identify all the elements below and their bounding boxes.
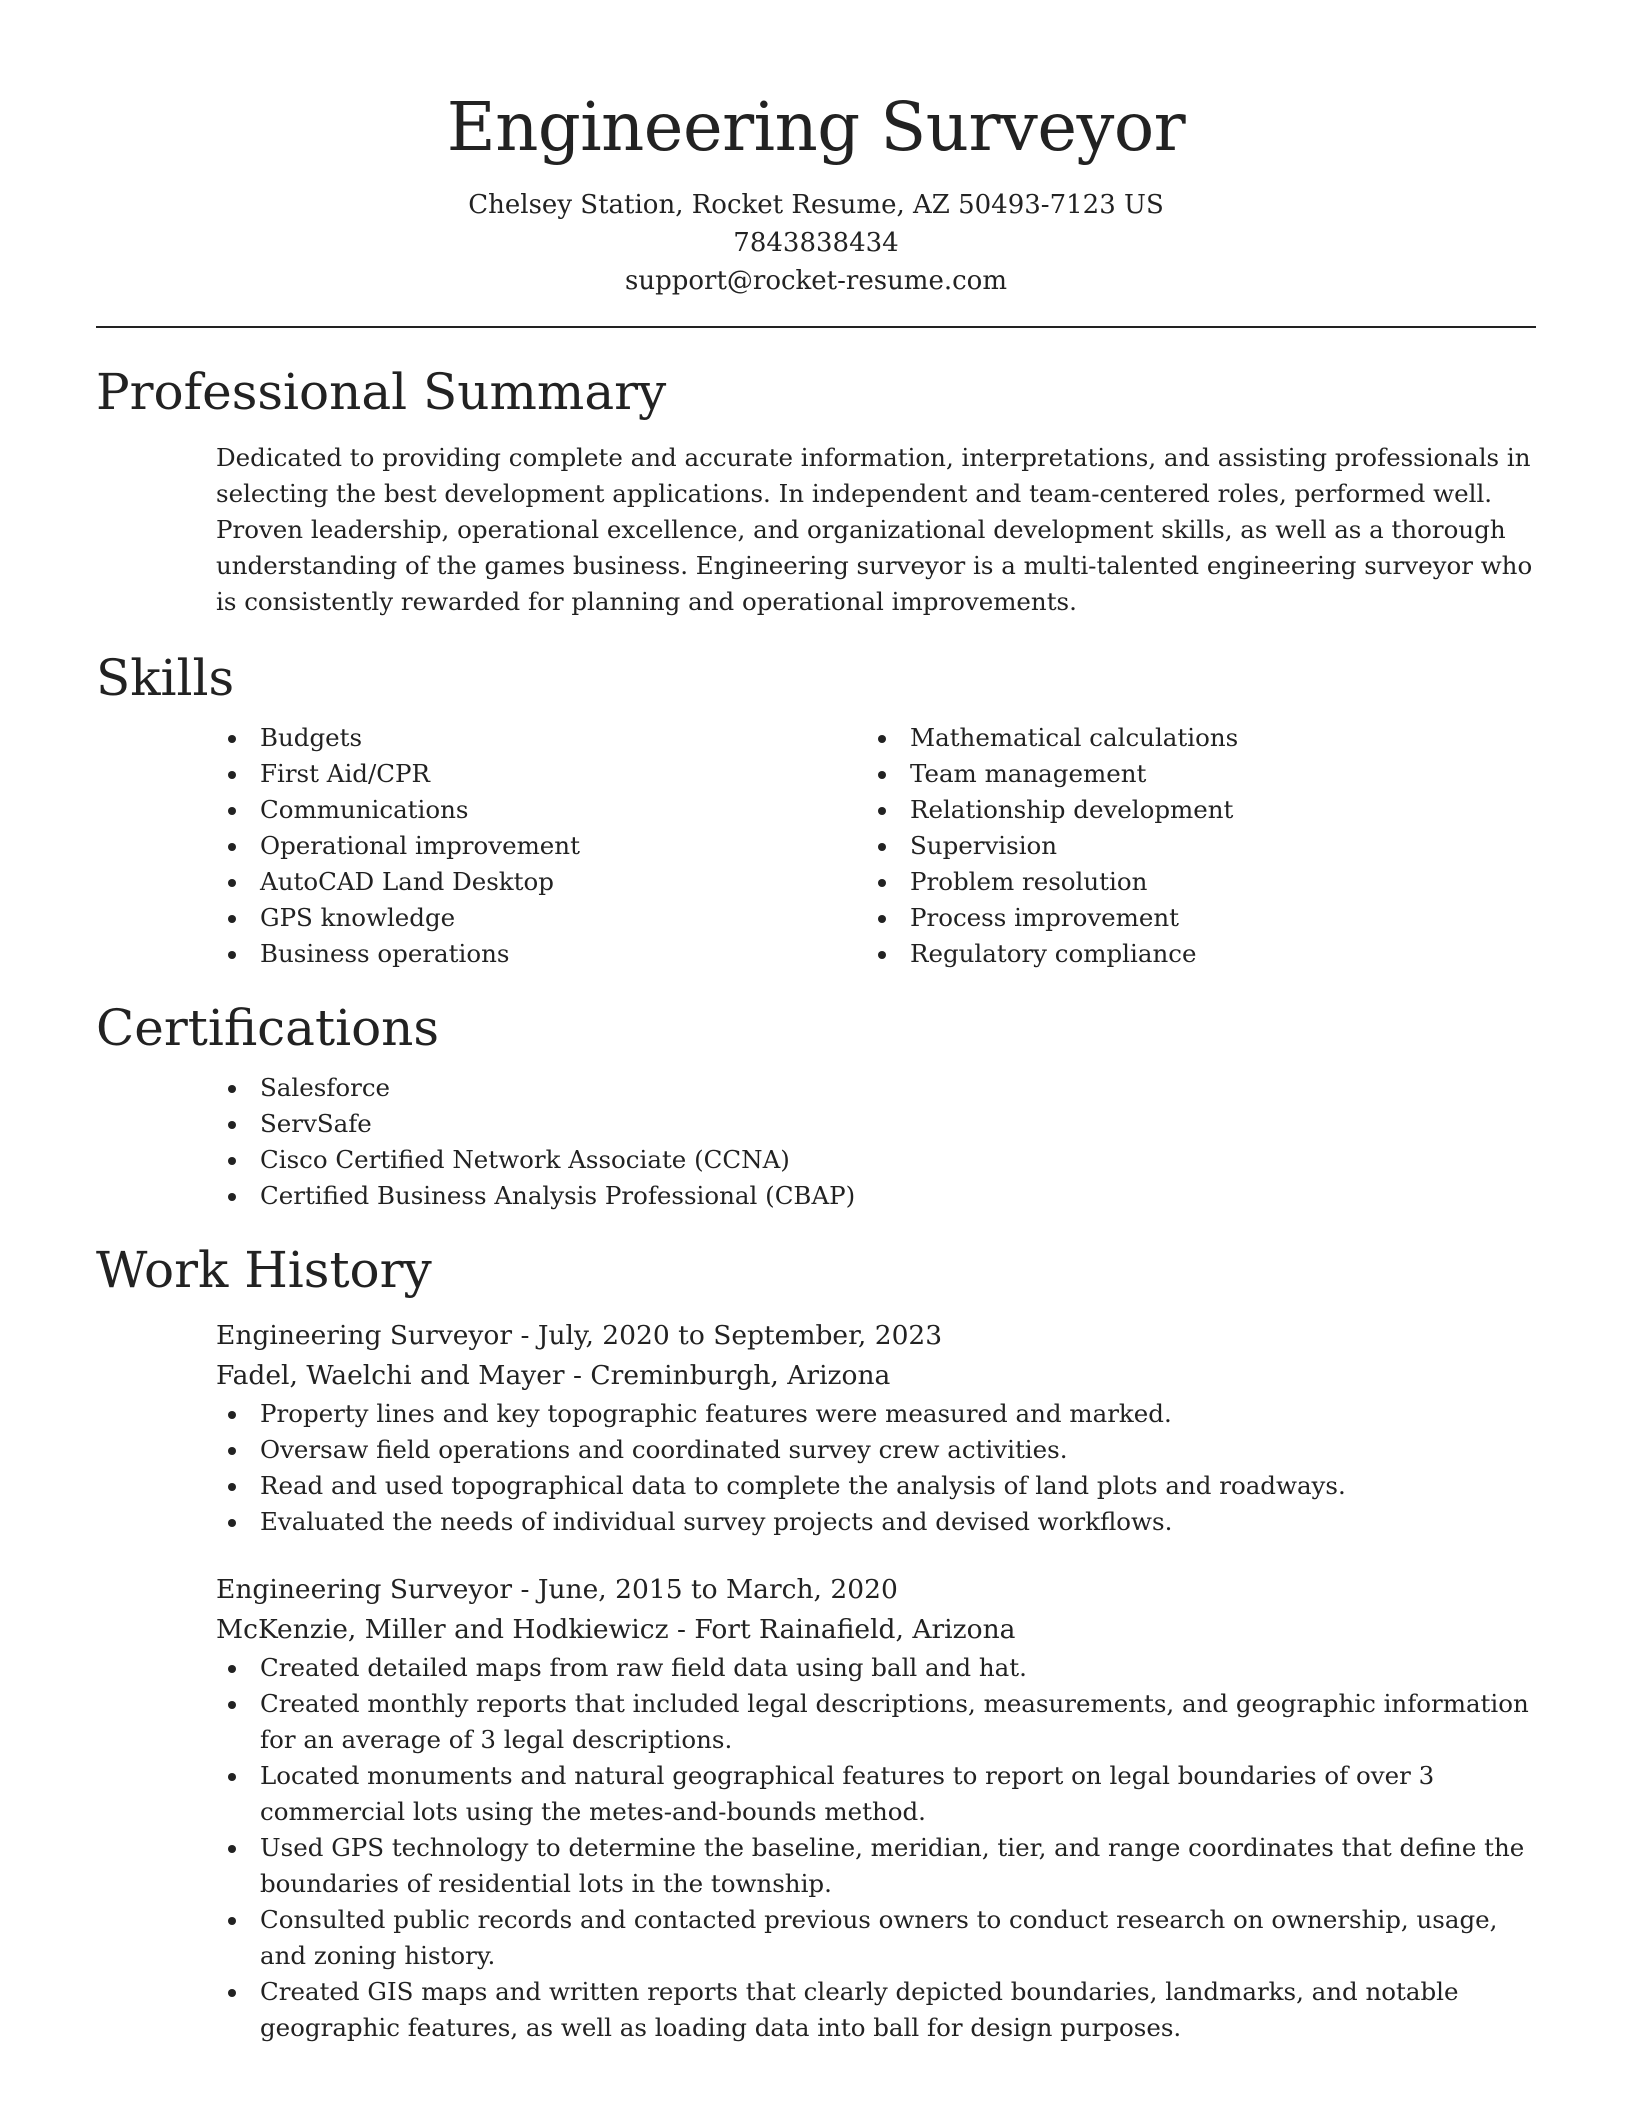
job-responsibilities: [216, 1396, 1536, 1540]
job-separator: -: [512, 1320, 538, 1351]
skill-item: Budgets: [216, 720, 866, 756]
job-title: Engineering Surveyor: [216, 1574, 513, 1605]
job-company-line: [216, 1356, 1536, 1396]
responsibility-item: Created GIS maps and written reports that clearly depicted boundaries, landmarks, and notable geographic features, as well as loading data into ball for design purposes.: [216, 1974, 1536, 2046]
responsibility-item: Located monuments and natural geographical features to report on legal boundaries of over 3 commercial lots using the metes-and-bounds method.: [216, 1758, 1536, 1830]
skill-item: GPS knowledge: [216, 900, 866, 936]
responsibility-item: Read and used topographical data to complete the analysis of land plots and roadways.: [216, 1468, 1536, 1504]
job-entry: [216, 1570, 1536, 2046]
header-divider: [96, 326, 1536, 328]
skills-list: [216, 720, 1536, 972]
responsibility-item: Oversaw field operations and coordinated survey crew activities.: [216, 1432, 1536, 1468]
skill-item: First Aid/CPR: [216, 756, 866, 792]
skill-item: Relationship development: [866, 792, 1516, 828]
contact-address: Chelsey Station, Rocket Resume, AZ 50493-7123 US: [468, 190, 1164, 220]
skill-item: Mathematical calculations: [866, 720, 1516, 756]
certifications-heading: Certifications: [96, 999, 440, 1057]
candidate-name: Engineering Surveyor: [446, 88, 1186, 166]
responsibility-item: Consulted public records and contacted previous owners to conduct research on ownership, usage, and zoning history.: [216, 1902, 1536, 1974]
job-dates: July, 2020 to September, 2023: [537, 1320, 943, 1351]
job-entry: [216, 1316, 1536, 1540]
responsibility-item: Used GPS technology to determine the baseline, meridian, tier, and range coordinates that define the boundaries of residential lots in the township.: [216, 1830, 1536, 1902]
work-history-heading: Work History: [96, 1241, 432, 1299]
skills-column-right: [866, 720, 1516, 972]
resume-page: [96, 0, 1536, 2046]
skill-item: Problem resolution: [866, 864, 1516, 900]
resume-header: [96, 82, 1536, 300]
responsibility-item: Evaluated the needs of individual survey projects and devised workflows.: [216, 1504, 1536, 1540]
certification-item: Cisco Certified Network Associate (CCNA): [216, 1142, 1536, 1178]
job-separator: -: [564, 1360, 591, 1391]
skills-heading: Skills: [96, 649, 235, 707]
contact-info: [96, 186, 1536, 300]
job-title: Engineering Surveyor: [216, 1320, 513, 1351]
job-separator: -: [512, 1574, 538, 1605]
certifications-list: [216, 1070, 1536, 1214]
job-title-line: [216, 1316, 1536, 1356]
job-company: Fadel, Waelchi and Mayer: [216, 1360, 565, 1391]
certification-item: Salesforce: [216, 1070, 1536, 1106]
job-location: Fort Rainafield, Arizona: [694, 1614, 1016, 1645]
contact-phone: 7843838434: [733, 228, 899, 258]
job-dates: June, 2015 to March, 2020: [537, 1574, 898, 1605]
job-title-line: [216, 1570, 1536, 1610]
skill-item: Process improvement: [866, 900, 1516, 936]
job-location: Creminburgh, Arizona: [590, 1360, 891, 1391]
responsibility-item: Property lines and key topographic features were measured and marked.: [216, 1396, 1536, 1432]
job-company-line: [216, 1610, 1536, 1650]
responsibility-item: Created detailed maps from raw field data using ball and hat.: [216, 1650, 1536, 1686]
skill-item: Communications: [216, 792, 866, 828]
contact-email: support@rocket-resume.com: [624, 266, 1007, 296]
certification-item: ServSafe: [216, 1106, 1536, 1142]
responsibility-item: Created monthly reports that included legal descriptions, measurements, and geographic information for an average of 3 legal descriptions.: [216, 1686, 1536, 1758]
job-separator: -: [668, 1614, 695, 1645]
skill-item: AutoCAD Land Desktop: [216, 864, 866, 900]
summary-heading: Professional Summary: [96, 363, 667, 421]
skill-item: Team management: [866, 756, 1516, 792]
job-responsibilities: [216, 1650, 1536, 2046]
certification-item: Certified Business Analysis Professional (CBAP): [216, 1178, 1536, 1214]
skills-column-left: [216, 720, 866, 972]
job-company: McKenzie, Miller and Hodkiewicz: [216, 1614, 669, 1645]
skill-item: Supervision: [866, 828, 1516, 864]
summary-text: Dedicated to providing complete and accurate information, interpretations, and assisting professionals in selecting the best development applications. In independent and team-centered roles, performed well. Proven leadership, operational excellence, and organizational development skills, as well as a thorough understanding of the games business. Engineering surveyor is a multi-talented engineering surveyor who is consistently rewarded for planning and operational improvements.: [216, 443, 1533, 616]
skill-item: Operational improvement: [216, 828, 866, 864]
skill-item: Business operations: [216, 936, 866, 972]
skill-item: Regulatory compliance: [866, 936, 1516, 972]
